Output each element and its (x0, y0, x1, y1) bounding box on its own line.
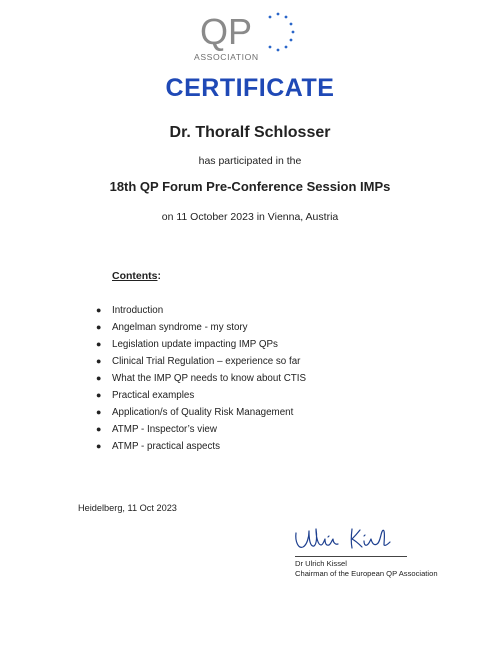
bullet-icon: ● (96, 441, 102, 451)
bullet-icon: ● (96, 390, 102, 400)
bullet-icon: ● (96, 339, 102, 349)
list-item (96, 336, 306, 353)
list-item (96, 404, 306, 421)
bullet-icon: ● (96, 356, 102, 366)
qp-association-logo (190, 8, 305, 64)
bullet-icon: ● (96, 424, 102, 434)
signer-name: Dr Ulrich Kissel (295, 559, 347, 568)
bullet-icon: ● (96, 373, 102, 383)
handwritten-signature (292, 523, 404, 555)
list-item (96, 319, 306, 336)
list-item-text: Clinical Trial Regulation – experience so far (112, 356, 301, 367)
list-item (96, 387, 306, 404)
list-item (96, 353, 306, 370)
qp-logo-graphic (190, 8, 305, 64)
list-item-text: ATMP - practical aspects (112, 441, 220, 452)
contents-list (96, 302, 306, 455)
list-item-text: Application/s of Quality Risk Management (112, 407, 294, 418)
contents-heading-colon: : (157, 270, 161, 282)
list-item-text: Introduction (112, 305, 164, 316)
signature-graphic (292, 523, 404, 555)
signer-role: Chairman of the European QP Association (295, 569, 438, 578)
list-item-text: ATMP - Inspector’s view (112, 424, 217, 435)
list-item (96, 438, 306, 455)
list-item (96, 302, 306, 319)
recipient-name: Dr. Thoralf Schlosser (169, 124, 331, 141)
list-item-text: Practical examples (112, 390, 195, 401)
bullet-icon: ● (96, 305, 102, 315)
certificate-title: CERTIFICATE (165, 74, 335, 102)
list-item-text: Legislation update impacting IMP QPs (112, 339, 278, 350)
logo-tagline: ASSOCIATION (194, 52, 259, 62)
contents-heading-label: Contents (112, 270, 158, 282)
list-item (96, 370, 306, 387)
event-date-place: on 11 October 2023 in Vienna, Austria (161, 211, 339, 223)
participation-text: has participated in the (198, 155, 302, 167)
bullet-icon: ● (96, 407, 102, 417)
logo-stars-ring (269, 13, 295, 52)
logo-letters: QP (200, 11, 253, 52)
bullet-icon: ● (96, 322, 102, 332)
list-item-text: Angelman syndrome - my story (112, 322, 248, 333)
list-item-text: What the IMP QP needs to know about CTIS (112, 373, 307, 384)
contents-heading (112, 270, 161, 282)
place-and-date: Heidelberg, 11 Oct 2023 (78, 503, 177, 513)
list-item (96, 421, 306, 438)
signature-line (295, 556, 407, 557)
event-name: 18th QP Forum Pre-Conference Session IMPs (109, 179, 391, 194)
